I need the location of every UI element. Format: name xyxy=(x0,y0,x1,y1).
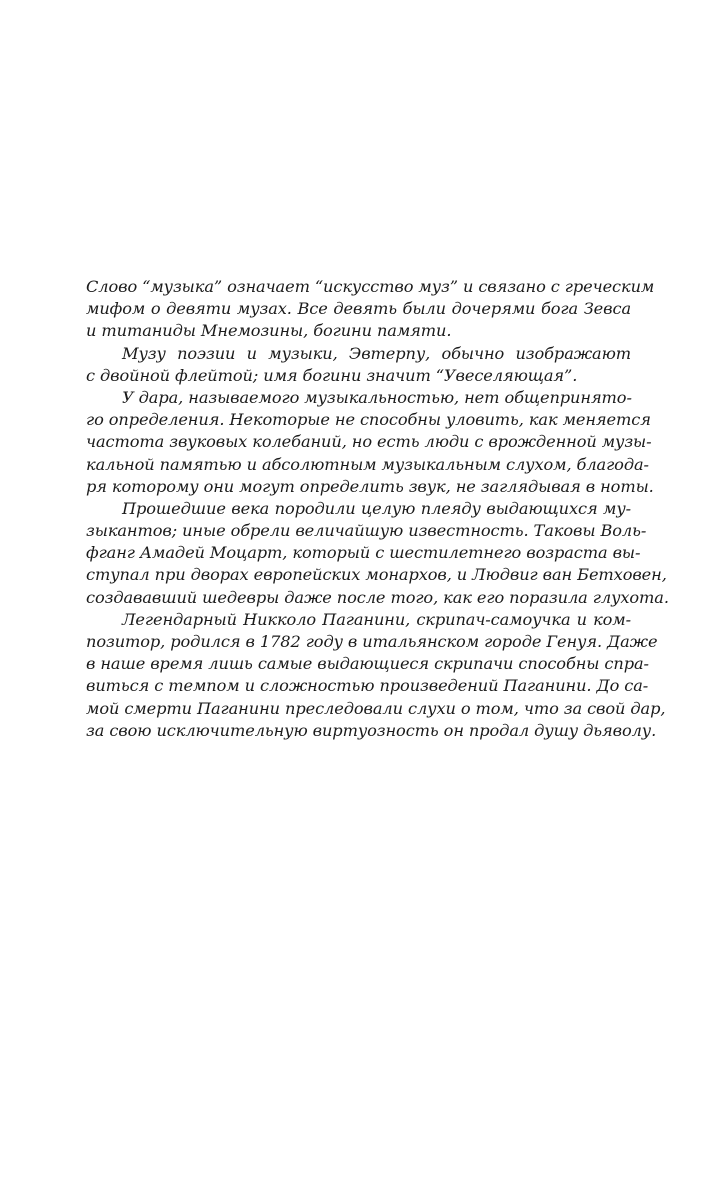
text-line: виться с темпом и сложностью произведений Паганини. До са- xyxy=(86,676,649,696)
body-text xyxy=(86,276,669,742)
text-line: с двойной флейтой; имя богини значит “Увеселяющая”. xyxy=(86,365,578,385)
paragraph-composers xyxy=(86,498,669,609)
text-line: за свою исключительную виртуозность он продал душу дьяволу. xyxy=(86,720,657,740)
paragraph-muses-origin xyxy=(86,276,655,343)
text-line: кальной памятью и абсолютным музыкальным слухом, благода- xyxy=(86,454,649,474)
text-line: частота звуковых колебаний, но есть люди с врожденной музы- xyxy=(86,432,652,452)
text-line: создававший шедевры даже после того, как его поразила глухота. xyxy=(86,587,669,607)
text-line: Слово “музыка” означает “искусство муз” и связано с греческим xyxy=(86,277,655,296)
text-line: Музу поэзии и музыки, Эвтерпу, обычно изображают xyxy=(122,343,631,363)
paragraph-paganini xyxy=(86,609,666,742)
text-line: мой смерти Паганини преследовали слухи о том, что за свой дар, xyxy=(86,698,666,718)
text-line: в наше время лишь самые выдающиеся скрипачи способны спра- xyxy=(86,654,649,674)
text-line: позитор, родился в 1782 году в итальянском городе Генуя. Даже xyxy=(86,632,658,651)
text-line: фганг Амадей Моцарт, который с шестилетнего возраста вы- xyxy=(86,543,641,563)
text-line: Легендарный Никколо Паганини, скрипач-самоучка и ком- xyxy=(122,609,631,629)
paragraph-euterpe xyxy=(86,343,631,387)
text-line: ступал при дворах европейских монархов, и Людвиг ван Бетховен, xyxy=(86,565,667,585)
text-line: ря которому они могут определить звук, не заглядывая в ноты. xyxy=(86,476,654,496)
text-line: и титаниды Мнемозины, богини памяти. xyxy=(86,321,452,341)
text-line: зыкантов; иные обрели величайшую известность. Таковы Воль- xyxy=(86,521,647,541)
text-line: мифом о девяти музах. Все девять были дочерями бога Зевса xyxy=(86,299,631,319)
text-line: У дара, называемого музыкальностью, нет общепринято- xyxy=(122,387,632,407)
paragraph-musicality xyxy=(86,387,654,498)
text-line: го определения. Некоторые не способны уловить, как меняется xyxy=(86,410,651,430)
text-line: Прошедшие века породили целую плеяду выдающихся му- xyxy=(122,498,631,518)
